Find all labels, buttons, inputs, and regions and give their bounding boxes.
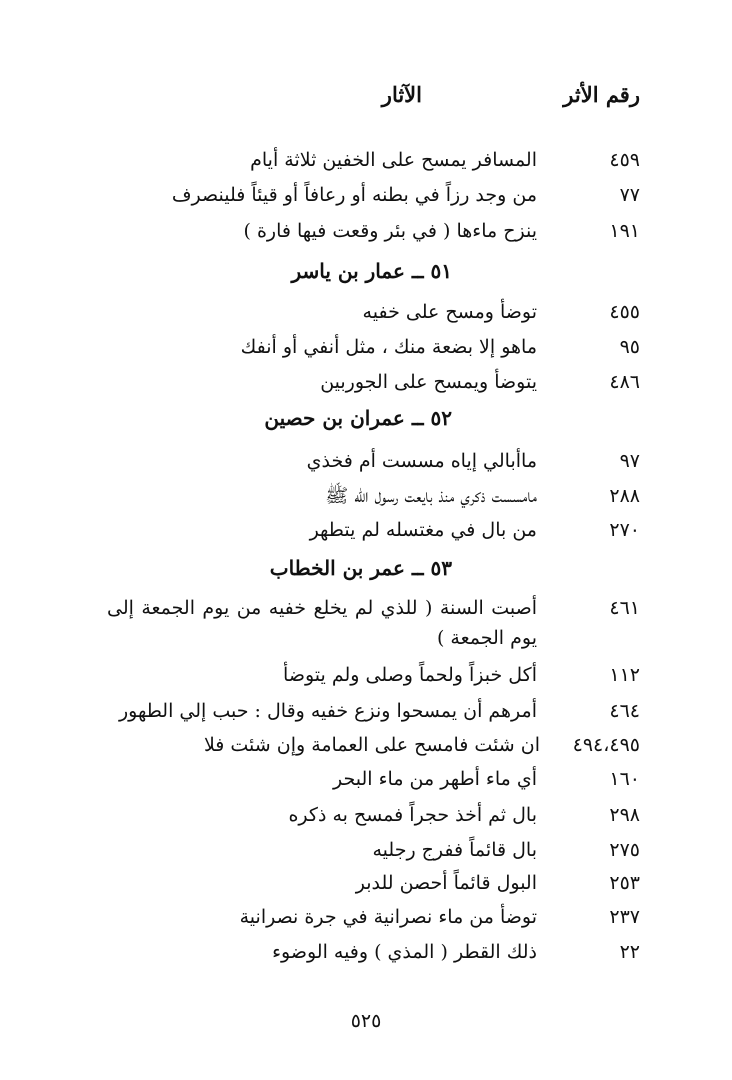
list-item: [0, 730, 732, 760]
athar-number: ٢٣٧: [609, 906, 640, 928]
athar-text: من بال في مغتسله لم يتطهر: [309, 519, 537, 541]
list-item: [0, 660, 732, 690]
column-header-athar: الآثار: [381, 82, 422, 107]
athar-text: أمرهم أن يمسحوا ونزع خفيه وقال : حبب إلي الطهور: [118, 700, 537, 722]
column-header-number: رقم الأثر: [563, 82, 640, 107]
athar-number: ٢٩٨: [609, 804, 640, 826]
list-item: [0, 800, 732, 830]
list-item: [0, 593, 732, 655]
list-item: [0, 902, 732, 932]
athar-number: ٤٥٩: [609, 149, 640, 171]
athar-text: يتوضأ ويمسح على الجوربين: [320, 371, 537, 393]
athar-number: ٩٥: [619, 336, 640, 358]
athar-text: البول قائماً أحصن للدبر: [355, 872, 537, 894]
athar-number: ١١٢: [609, 664, 640, 686]
athar-number: ٢٥٣: [609, 872, 640, 894]
athar-number: ٤٦١: [609, 597, 640, 619]
section-heading: [0, 403, 732, 433]
list-item: [0, 937, 732, 967]
list-item: [0, 764, 732, 794]
athar-number: ٤٦٤: [609, 700, 640, 722]
athar-number: ٤٩٤،٤٩٥: [572, 734, 640, 756]
athar-text: توضأ من ماء نصرانية في جرة نصرانية: [239, 906, 537, 928]
athar-number: ٩٧: [619, 450, 640, 472]
athar-text: بال قائماً ففرج رجليه: [372, 839, 537, 861]
section-heading: [0, 553, 732, 583]
athar-number: ٤٨٦: [609, 371, 640, 393]
athar-number: ٢٧٥: [609, 839, 640, 861]
list-item: [0, 180, 732, 210]
list-item: [0, 332, 732, 362]
section-title: ٥٣ ــ عمر بن الخطاب: [269, 556, 452, 580]
athar-number: ٢٧٠: [609, 519, 640, 541]
athar-number: ٢٨٨: [609, 485, 640, 507]
page-number: ٥٢٥: [350, 1010, 382, 1032]
athar-number: ١٩١: [609, 220, 640, 242]
athar-number: ٧٧: [619, 184, 640, 206]
athar-text: أصبت السنة ( للذي لم يخلع خفيه من يوم الجمعة إلى يوم الجمعة ): [107, 597, 537, 649]
athar-text: أكل خبزاً ولحماً وصلى ولم يتوضأ: [283, 664, 537, 686]
list-item: [0, 696, 732, 726]
athar-text: المسافر يمسح على الخفين ثلاثة أيام: [250, 149, 537, 171]
athar-text: ماأبالي إياه مسست أم فخذي: [306, 450, 537, 472]
list-item: [0, 145, 732, 175]
section-heading: [0, 256, 732, 286]
athar-text: ذلك القطر ( المذي ) وفيه الوضوء: [272, 941, 537, 963]
section-title: ٥٢ ــ عمران بن حصين: [264, 406, 452, 430]
athar-text: بال ثم أخذ حجراً فمسح به ذكره: [288, 804, 537, 826]
athar-text: ان شئت فامسح على العمامة وإن شئت فلا: [203, 734, 540, 756]
athar-text: ينزح ماءها ( في بئر وقعت فيها فارة ): [243, 220, 537, 242]
athar-text: ماهو إلا بضعة منك ، مثل أنفي أو أنفك: [240, 336, 537, 358]
athar-text: مامسست ذكري منذ بايعت رسول الله ﷺ: [325, 485, 537, 507]
athar-text: توضأ ومسح على خفيه: [362, 301, 537, 323]
athar-text: أي ماء أطهر من ماء البحر: [333, 768, 537, 790]
section-title: ٥١ ــ عمار بن ياسر: [291, 259, 452, 283]
list-item: [0, 446, 732, 476]
athar-number: ١٦٠: [609, 768, 640, 790]
list-item: [0, 297, 732, 327]
list-item: [0, 515, 732, 545]
athar-text: من وجد رزاً في بطنه أو رعافاً أو قيئاً فلينصرف: [171, 184, 537, 206]
athar-number: ٢٢: [619, 941, 640, 963]
list-item: [0, 367, 732, 397]
list-item: [0, 868, 732, 898]
list-item: [0, 216, 732, 246]
athar-number: ٤٥٥: [609, 301, 640, 323]
list-item: [0, 835, 732, 865]
list-item: [0, 481, 732, 511]
